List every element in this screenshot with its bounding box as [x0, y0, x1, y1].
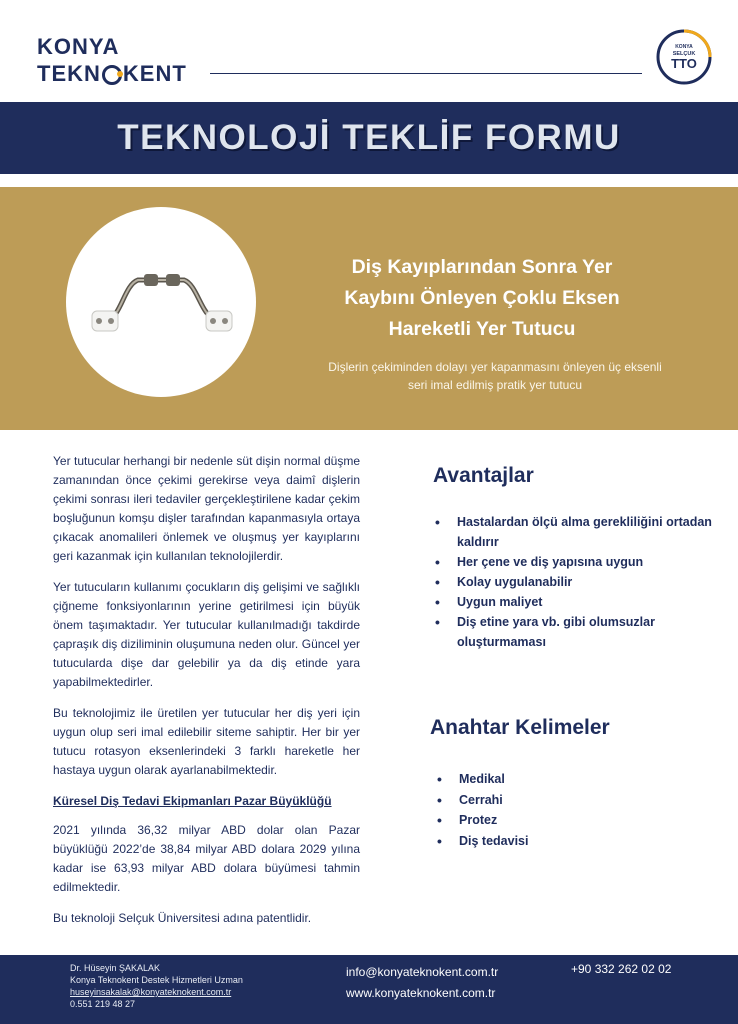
list-item: • Protez: [433, 810, 693, 831]
advantages-list: [433, 512, 713, 652]
hero-subtitle-line: seri imal edilmiş pratik yer tutucu: [407, 378, 583, 392]
paragraph-importance: Yer tutucuların kullanımı çocukların diş gelişimi ve sağlıklı çiğneme fonksiyonlarının yerine getirilmesi için büyük önem taşımaktadır. Yer tutucular kullanılmadığı takdirde çapraşık diş diziliminin oluşumuna neden olur. Güncel yer tutucularda dişe dar gelebilir ya da diş etinde yara yapabilmektedirler.: [53, 580, 360, 689]
contact-phone: 0.551 219 48 27: [70, 999, 136, 1009]
list-item: • Her çene ve diş yapısına uygun: [433, 552, 713, 572]
logo-line1: KONYA: [37, 34, 120, 59]
list-item: • Diş etine yara vb. gibi olumsuzlar oluşturmaması: [433, 612, 713, 652]
advantages-title: Avantajlar: [433, 464, 534, 487]
list-item: • Medikal: [433, 769, 693, 790]
selcuk-tto-logo: [655, 28, 713, 86]
market-size-heading: Küresel Diş Tedavi Ekipmanları Pazar Büyüklüğü: [53, 794, 332, 808]
hero-title: [312, 252, 652, 345]
list-item: • Diş tedavisi: [433, 831, 693, 852]
contact-name: Dr. Hüseyin ŞAKALAK: [70, 963, 161, 973]
footer-web-contacts: [346, 962, 498, 1004]
product-image-circle: [66, 207, 256, 397]
contact-person: [70, 962, 243, 1010]
contact-role: Konya Teknokent Destek Hizmetleri Uzman: [70, 975, 243, 985]
logo-line2: [37, 61, 187, 87]
paragraph-market: 2021 yılında 36,32 milyar ABD dolar olan Pazar büyüklüğü 2022’de 38,84 milyar ABD dolara 2029 yılına kadar ise 63,93 milyar ABD dolara büyümesi tahmin edilmektedir.: [53, 823, 360, 894]
title-band: [0, 102, 738, 174]
hero-title-line: Hareketli Yer Tutucu: [388, 318, 576, 340]
paragraph-intro: Yer tutucular herhangi bir nedenle süt dişin normal düşme zamanından önce çekimi gerekirse veya daimî dişlerin çekimi sonrası ileri tedaviler gerçekleştirilene kadar çekim boşluğunun komşu dişler tarafından kapanmasıyla ortaya çıkacak anomalileri önlemek ve oluşmuş yer kayıplarını geri kazanmak için kullanılan teknolojilerdir.: [53, 454, 360, 563]
hero-subtitle-line: Dişlerin çekiminden dolayı yer kapanmasını önleyen üç eksenli: [328, 360, 662, 374]
paragraph-patent: Bu teknoloji Selçuk Üniversitesi adına patentlidir.: [53, 911, 312, 925]
keywords-title: Anahtar Kelimeler: [430, 716, 610, 739]
description-column: [53, 452, 360, 940]
website-link[interactable]: www.konyateknokent.com.tr: [346, 986, 496, 1000]
tto-top-text: KONYA: [675, 44, 693, 50]
list-item: • Kolay uygulanabilir: [433, 572, 713, 592]
info-email-link[interactable]: info@konyateknokent.com.tr: [346, 965, 499, 979]
paragraph-technology: Bu teknolojimiz ile üretilen yer tutucular her diş yeri için uygun olup seri imal edilebilir siteme sahiptir. Her bir yer tutucu rotasyon eksenlerindeki 3 farklı hareketle her hastaya uygun olarak ayarlanabilmektedir.: [53, 706, 360, 777]
logo-line2-a: TEKN: [37, 61, 101, 86]
list-item: • Uygun maliyet: [433, 592, 713, 612]
hero-subtitle: [305, 358, 685, 394]
hero-title-line: Diş Kayıplarından Sonra Yer: [351, 256, 613, 278]
logo-o-mark: [102, 65, 122, 85]
konya-teknokent-logo: [37, 34, 212, 94]
contact-email-link[interactable]: huseyinsakalak@konyateknokent.com.tr: [70, 987, 232, 997]
list-item: • Hastalardan ölçü alma gerekliliğini ortadan kaldırır: [433, 512, 713, 552]
tto-main-text: TTO: [671, 56, 697, 71]
list-item: • Cerrahi: [433, 790, 693, 811]
page-title: TEKNOLOJİ TEKLİF FORMU: [117, 118, 621, 157]
tto-mid-text: SELÇUK: [672, 51, 696, 57]
keywords-list: [433, 769, 693, 851]
hero-title-line: Kaybını Önleyen Çoklu Eksen: [344, 287, 620, 309]
header-divider: [210, 73, 642, 74]
logo-line2-b: KENT: [122, 61, 187, 86]
office-phone: +90 332 262 02 02: [571, 962, 672, 976]
space-maintainer-illustration: [66, 207, 256, 397]
